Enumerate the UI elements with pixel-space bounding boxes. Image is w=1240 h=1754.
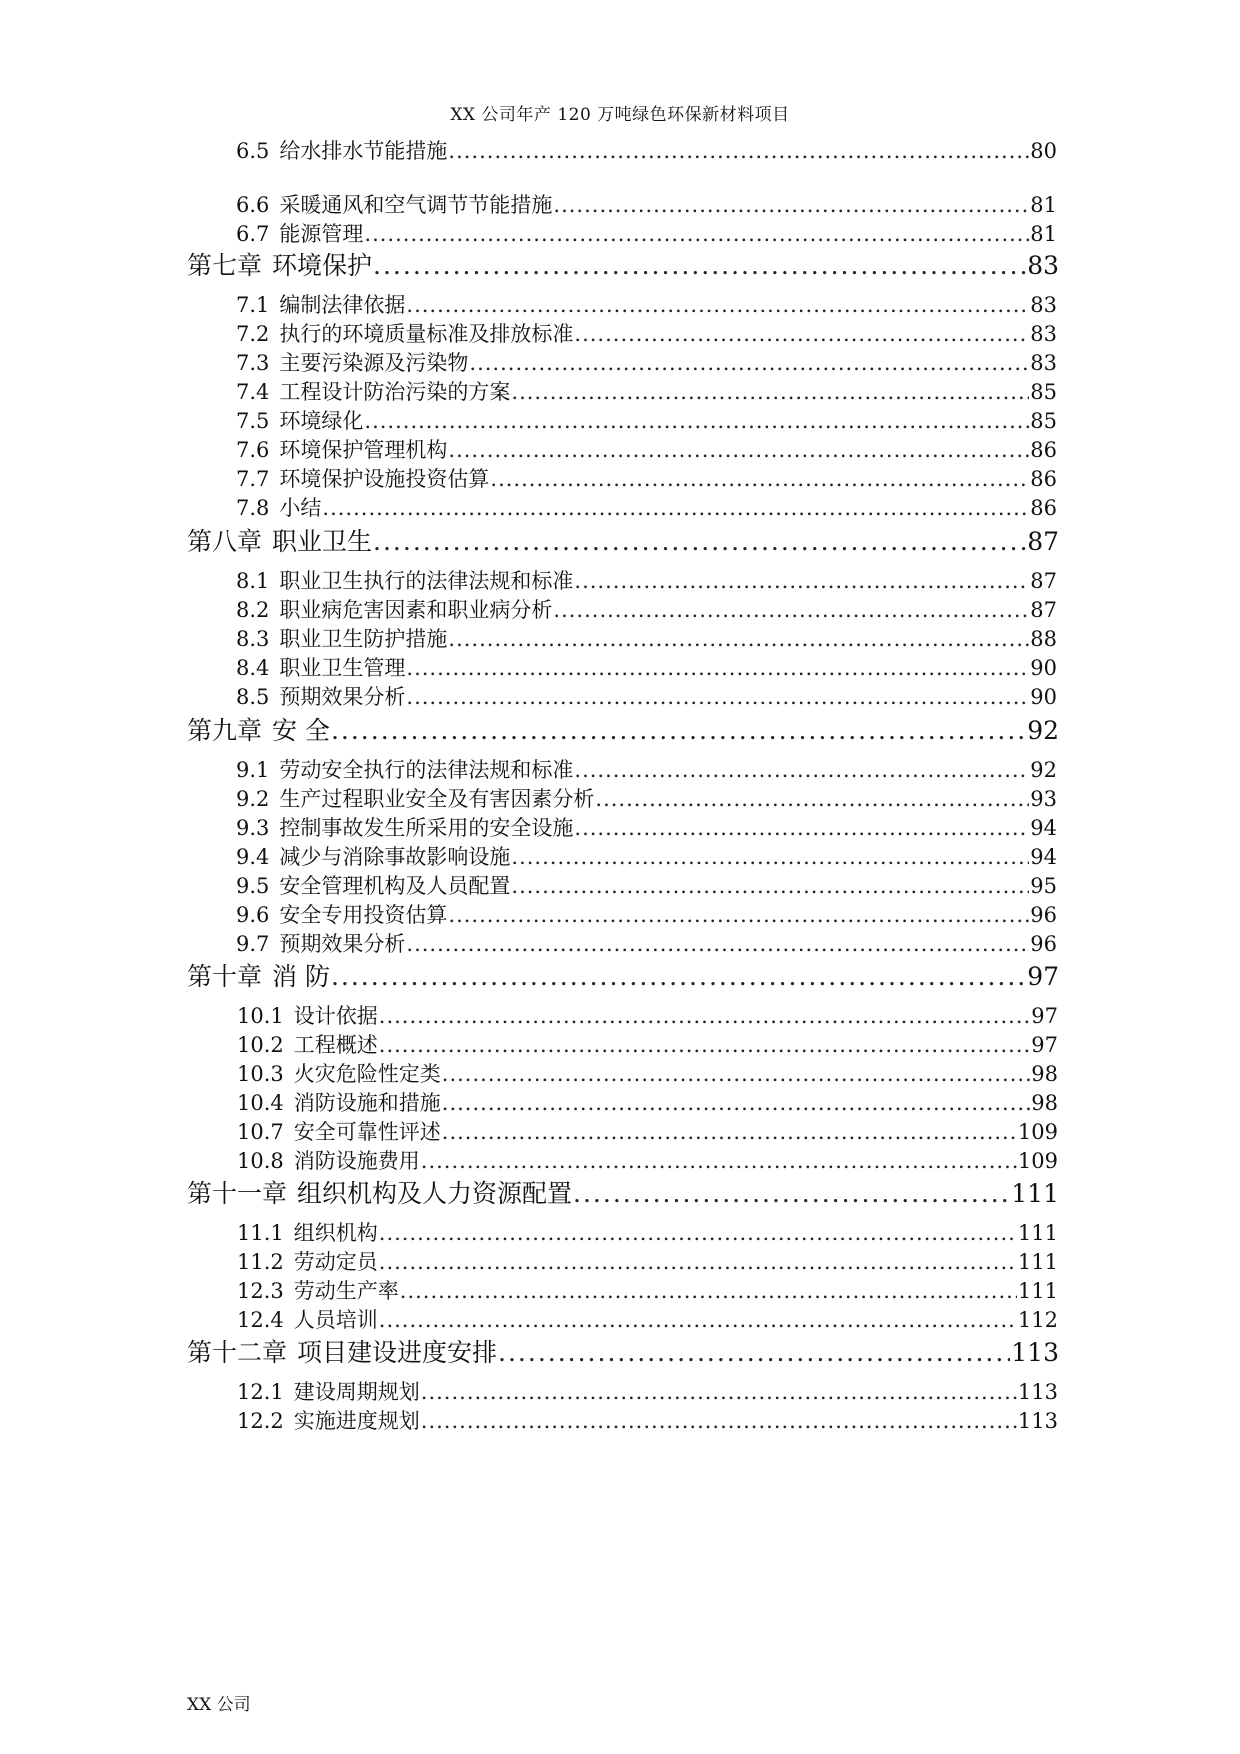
toc-entry[interactable] — [236, 141, 1057, 162]
toc-dot-leader — [406, 934, 1029, 955]
toc-entry[interactable] — [236, 440, 1057, 461]
toc-entry-page: 87 — [1030, 598, 1057, 622]
toc-entry-page: 87 — [1030, 569, 1057, 593]
toc-chapter-page: 111 — [1011, 1179, 1059, 1208]
toc-dot-leader — [595, 789, 1029, 810]
toc-entry-title: 消防设施和措施 — [293, 1091, 441, 1115]
toc-dot-leader — [448, 905, 1029, 926]
toc-dot-leader — [331, 718, 1026, 743]
toc-entry-number: 11.1 — [237, 1221, 284, 1245]
toc-entry-number: 6.6 — [236, 193, 270, 217]
toc-dot-leader — [322, 498, 1029, 519]
toc-chapter[interactable] — [187, 253, 1059, 278]
toc-entry-number: 12.4 — [237, 1308, 284, 1332]
toc-dot-leader — [574, 571, 1029, 592]
toc-dot-leader — [511, 876, 1029, 897]
toc-entry-number: 7.8 — [236, 496, 270, 520]
toc-entry-title: 采暖通风和空气调节节能措施 — [279, 193, 553, 217]
toc-entry-title: 环境保护管理机构 — [279, 438, 448, 462]
toc-entry[interactable] — [236, 876, 1057, 897]
toc-entry-number: 10.8 — [237, 1149, 284, 1173]
toc-entry-title: 控制事故发生所采用的安全设施 — [279, 816, 574, 840]
toc-entry[interactable] — [236, 629, 1057, 650]
toc-entry-page: 86 — [1030, 438, 1057, 462]
toc-entry-title: 给水排水节能措施 — [279, 139, 448, 163]
toc-entry-number: 7.5 — [236, 409, 270, 433]
toc-dot-leader — [448, 629, 1029, 650]
toc-entry-title: 生产过程职业安全及有害因素分析 — [279, 787, 595, 811]
toc-entry-number: 8.1 — [236, 569, 270, 593]
toc-entry-title: 安全可靠性评述 — [293, 1120, 441, 1144]
toc-entry-title: 安全专用投资估算 — [279, 903, 448, 927]
toc-chapter-page: 97 — [1027, 962, 1059, 991]
toc-entry-title: 劳动生产率 — [293, 1279, 399, 1303]
toc-dot-leader — [406, 658, 1029, 679]
toc-dot-leader — [379, 1223, 1017, 1244]
toc-chapter-number: 第九章 — [187, 716, 263, 745]
toc-entry-number: 12.2 — [237, 1409, 284, 1433]
toc-entry-title: 人员培训 — [293, 1308, 378, 1332]
toc-entry[interactable] — [237, 1093, 1058, 1114]
toc-dot-leader — [442, 1093, 1031, 1114]
toc-entry-number: 7.2 — [236, 322, 270, 346]
toc-entry-title: 环境保护设施投资估算 — [279, 467, 490, 491]
toc-dot-leader — [379, 1310, 1017, 1331]
toc-entry-title: 职业卫生执行的法律法规和标准 — [279, 569, 574, 593]
toc-entry-title: 工程设计防治污染的方案 — [279, 380, 511, 404]
toc-dot-leader — [553, 600, 1029, 621]
toc-dot-leader — [373, 529, 1026, 554]
toc-entry-page: 88 — [1030, 627, 1057, 651]
toc-chapter[interactable] — [187, 964, 1059, 989]
toc-entry-number: 9.6 — [236, 903, 270, 927]
toc-entry-title: 主要污染源及污染物 — [279, 351, 469, 375]
toc-entry-title: 建设周期规划 — [293, 1380, 420, 1404]
toc-entry-number: 7.7 — [236, 467, 270, 491]
toc-dot-leader — [364, 224, 1029, 245]
toc-entry[interactable] — [236, 411, 1057, 432]
toc-entry-page: 111 — [1017, 1279, 1058, 1303]
toc-entry-title: 小结 — [279, 496, 322, 520]
toc-chapter-title: 项目建设进度安排 — [297, 1338, 498, 1367]
toc-entry[interactable] — [236, 687, 1057, 708]
toc-entry-page: 85 — [1030, 409, 1057, 433]
toc-dot-leader — [574, 760, 1029, 781]
toc-entry-page: 83 — [1030, 293, 1057, 317]
toc-entry-page: 90 — [1030, 685, 1057, 709]
toc-dot-leader — [406, 687, 1029, 708]
toc-entry-page: 83 — [1030, 351, 1057, 375]
toc-entry-number: 9.1 — [236, 758, 270, 782]
toc-chapter-title: 安 全 — [272, 716, 330, 745]
toc-entry[interactable] — [236, 905, 1057, 926]
toc-entry-number: 7.4 — [236, 380, 270, 404]
toc-entry[interactable] — [236, 600, 1057, 621]
toc-chapter[interactable] — [187, 1181, 1059, 1206]
toc-chapter[interactable] — [187, 718, 1059, 743]
toc-entry[interactable] — [236, 224, 1057, 245]
toc-entry-page: 96 — [1030, 932, 1057, 956]
toc-entry-page: 97 — [1031, 1033, 1058, 1057]
toc-entry[interactable] — [237, 1223, 1058, 1244]
toc-entry-page: 111 — [1017, 1221, 1058, 1245]
toc-entry[interactable] — [236, 195, 1057, 216]
toc-entry-title: 编制法律依据 — [279, 293, 406, 317]
toc-entry-page: 83 — [1030, 322, 1057, 346]
toc-dot-leader — [511, 382, 1029, 403]
toc-entry-number: 9.7 — [236, 932, 270, 956]
toc-entry-page: 113 — [1017, 1380, 1058, 1404]
toc-entry-page: 93 — [1030, 787, 1057, 811]
toc-entry-number: 7.3 — [236, 351, 270, 375]
toc-entry-title: 预期效果分析 — [279, 932, 406, 956]
toc-entry-page: 96 — [1030, 903, 1057, 927]
toc-dot-leader — [498, 1340, 1010, 1365]
toc-entry-title: 职业病危害因素和职业病分析 — [279, 598, 553, 622]
toc-entry-number: 7.1 — [236, 293, 270, 317]
toc-entry-number: 9.4 — [236, 845, 270, 869]
toc-dot-leader — [379, 1006, 1031, 1027]
toc-entry-number: 10.2 — [237, 1033, 284, 1057]
toc-dot-leader — [469, 353, 1029, 374]
toc-entry-number: 8.5 — [236, 685, 270, 709]
toc-entry[interactable] — [237, 1281, 1058, 1302]
toc-chapter[interactable] — [187, 529, 1059, 554]
toc-chapter-number: 第十二章 — [187, 1338, 288, 1367]
toc-dot-leader — [364, 411, 1029, 432]
toc-entry-title: 环境绿化 — [279, 409, 364, 433]
toc-entry-number: 6.7 — [236, 222, 270, 246]
toc-entry-page: 97 — [1031, 1004, 1058, 1028]
toc-entry-page: 86 — [1030, 467, 1057, 491]
toc-entry-title: 劳动安全执行的法律法规和标准 — [279, 758, 574, 782]
toc-entry-number: 7.6 — [236, 438, 270, 462]
toc-chapter[interactable] — [187, 1340, 1059, 1365]
toc-entry-page: 86 — [1030, 496, 1057, 520]
toc-entry-number: 10.7 — [237, 1120, 284, 1144]
toc-entry[interactable] — [236, 760, 1057, 781]
toc-entry[interactable] — [237, 1006, 1058, 1027]
toc-entry[interactable] — [236, 789, 1057, 810]
toc-entry-page: 111 — [1017, 1250, 1058, 1274]
toc-entry[interactable] — [237, 1122, 1058, 1143]
toc-entry[interactable] — [237, 1035, 1058, 1056]
toc-chapter-number: 第十章 — [187, 962, 263, 991]
toc-entry-page: 98 — [1031, 1062, 1058, 1086]
toc-entry-number: 6.5 — [236, 139, 270, 163]
toc-chapter-number: 第八章 — [187, 527, 263, 556]
toc-entry-title: 组织机构 — [293, 1221, 378, 1245]
toc-chapter-number: 第十一章 — [187, 1179, 288, 1208]
toc-entry-page: 92 — [1030, 758, 1057, 782]
toc-entry[interactable] — [236, 571, 1057, 592]
toc-entry-title: 职业卫生管理 — [279, 656, 406, 680]
toc-dot-leader — [421, 1151, 1017, 1172]
toc-entry[interactable] — [236, 934, 1057, 955]
page-footer: XX 公司 — [187, 1695, 251, 1715]
toc-entry-page: 98 — [1031, 1091, 1058, 1115]
toc-dot-leader — [406, 295, 1029, 316]
toc-entry-title: 工程概述 — [293, 1033, 378, 1057]
toc-dot-leader — [373, 253, 1026, 278]
toc-entry-page: 109 — [1017, 1120, 1058, 1144]
toc-entry-page: 95 — [1030, 874, 1057, 898]
toc-entry-title: 职业卫生防护措施 — [279, 627, 448, 651]
toc-entry-page: 112 — [1017, 1308, 1058, 1332]
toc-dot-leader — [421, 1382, 1017, 1403]
toc-chapter-title: 消 防 — [272, 962, 330, 991]
toc-entry-title: 火灾危险性定类 — [293, 1062, 441, 1086]
toc-entry[interactable] — [237, 1252, 1058, 1273]
toc-entry-number: 8.4 — [236, 656, 270, 680]
toc-entry-number: 8.2 — [236, 598, 270, 622]
toc-entry-number: 10.3 — [237, 1062, 284, 1086]
toc-dot-leader — [421, 1411, 1017, 1432]
toc-dot-leader — [442, 1122, 1017, 1143]
toc-entry-page: 90 — [1030, 656, 1057, 680]
toc-entry-page: 109 — [1017, 1149, 1058, 1173]
toc-entry-number: 8.3 — [236, 627, 270, 651]
toc-entry[interactable] — [237, 1310, 1058, 1331]
toc-dot-leader — [379, 1252, 1017, 1273]
page-header: XX 公司年产 120 万吨绿色环保新材料项目 — [450, 105, 790, 125]
toc-entry[interactable] — [237, 1064, 1058, 1085]
toc-entry[interactable] — [236, 469, 1057, 490]
toc-dot-leader — [574, 324, 1029, 345]
toc-entry-title: 消防设施费用 — [293, 1149, 420, 1173]
toc-entry-page: 80 — [1030, 139, 1057, 163]
toc-chapter-page: 83 — [1027, 251, 1059, 280]
toc-dot-leader — [511, 847, 1029, 868]
toc-chapter-title: 组织机构及人力资源配置 — [297, 1179, 573, 1208]
toc-dot-leader — [573, 1181, 1010, 1206]
toc-entry-number: 9.5 — [236, 874, 270, 898]
toc-entry[interactable] — [236, 658, 1057, 679]
toc-entry[interactable] — [236, 382, 1057, 403]
toc-chapter-page: 87 — [1027, 527, 1059, 556]
toc-dot-leader — [490, 469, 1029, 490]
toc-entry[interactable] — [236, 353, 1057, 374]
toc-entry-number: 11.2 — [237, 1250, 284, 1274]
toc-entry[interactable] — [236, 498, 1057, 519]
toc-dot-leader — [574, 818, 1029, 839]
toc-chapter-title: 职业卫生 — [272, 527, 373, 556]
toc-entry-number: 12.1 — [237, 1380, 284, 1404]
toc-entry-title: 劳动定员 — [293, 1250, 378, 1274]
toc-entry-title: 实施进度规划 — [293, 1409, 420, 1433]
toc-entry-title: 减少与消除事故影响设施 — [279, 845, 511, 869]
toc-dot-leader — [448, 440, 1029, 461]
toc-dot-leader — [331, 964, 1026, 989]
toc-entry[interactable] — [236, 295, 1057, 316]
toc-dot-leader — [553, 195, 1029, 216]
toc-entry-number: 10.1 — [237, 1004, 284, 1028]
toc-entry[interactable] — [237, 1151, 1058, 1172]
toc-dot-leader — [448, 141, 1029, 162]
toc-entry[interactable] — [237, 1382, 1058, 1403]
toc-entry-title: 设计依据 — [293, 1004, 378, 1028]
toc-entry-title: 能源管理 — [279, 222, 364, 246]
toc-entry[interactable] — [236, 324, 1057, 345]
toc-entry-number: 10.4 — [237, 1091, 284, 1115]
toc-dot-leader — [400, 1281, 1017, 1302]
toc-entry-page: 113 — [1017, 1409, 1058, 1433]
toc-entry-title: 执行的环境质量标准及排放标准 — [279, 322, 574, 346]
toc-entry-page: 81 — [1030, 222, 1057, 246]
toc-entry-page: 94 — [1030, 845, 1057, 869]
toc-entry[interactable] — [236, 818, 1057, 839]
toc-entry[interactable] — [236, 847, 1057, 868]
toc-chapter-number: 第七章 — [187, 251, 263, 280]
toc-entry-title: 预期效果分析 — [279, 685, 406, 709]
toc-entry-number: 12.3 — [237, 1279, 284, 1303]
toc-entry-number: 9.3 — [236, 816, 270, 840]
toc-chapter-page: 113 — [1011, 1338, 1059, 1367]
toc-entry-page: 81 — [1030, 193, 1057, 217]
toc-chapter-title: 环境保护 — [272, 251, 373, 280]
toc-entry-number: 9.2 — [236, 787, 270, 811]
toc-entry-title: 安全管理机构及人员配置 — [279, 874, 511, 898]
toc-dot-leader — [379, 1035, 1031, 1056]
toc-chapter-page: 92 — [1027, 716, 1059, 745]
toc-entry-page: 85 — [1030, 380, 1057, 404]
toc-entry-page: 94 — [1030, 816, 1057, 840]
toc-dot-leader — [442, 1064, 1031, 1085]
toc-entry[interactable] — [237, 1411, 1058, 1432]
